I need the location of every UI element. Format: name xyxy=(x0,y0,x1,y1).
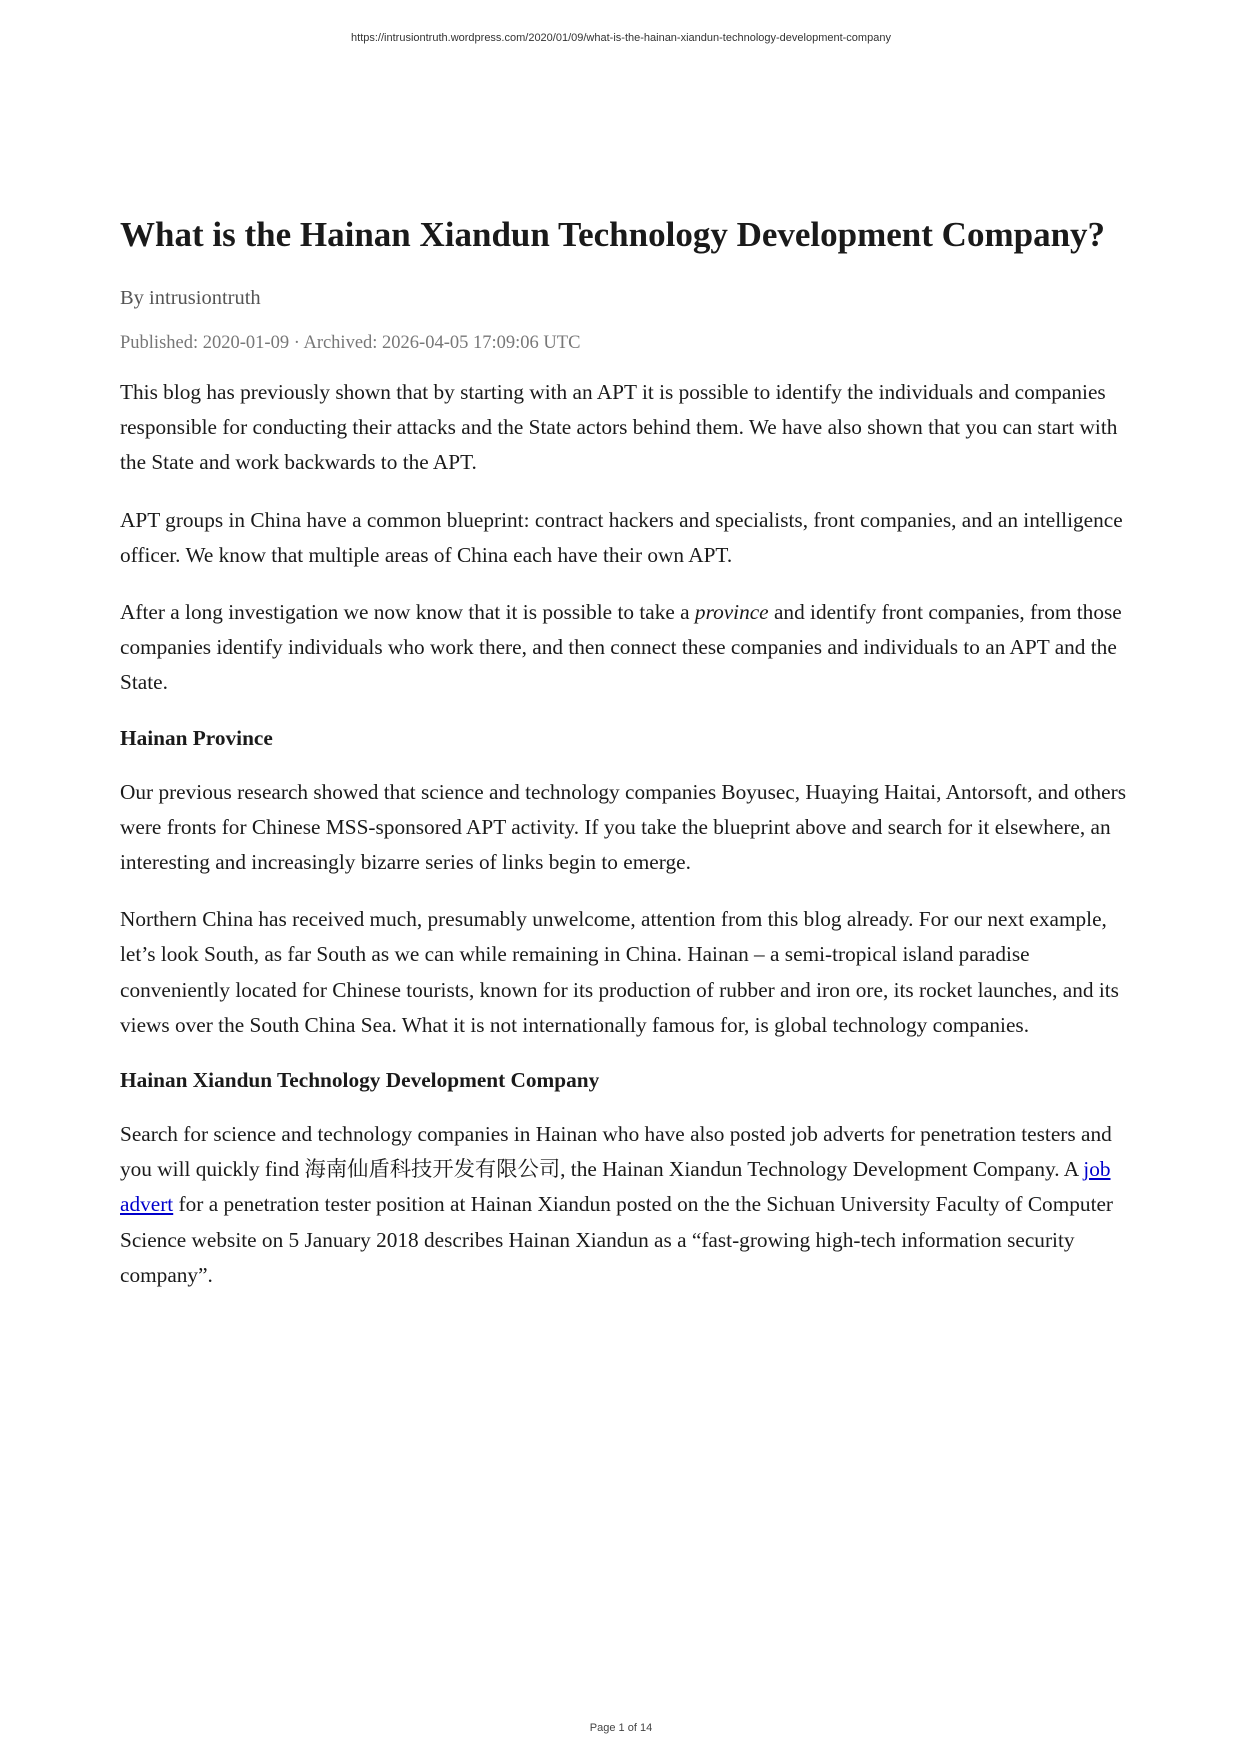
text: Search for science and technology companies in Hainan who have also posted job adverts for penetration testers and you will quickly find 海南仙盾科技开发有限公司, the Hainan Xiandun Technology Development Company. A xyxy=(120,1122,1112,1182)
paragraph-3 xyxy=(120,595,1135,701)
article xyxy=(120,212,1135,1315)
paragraph-1: This blog has previously shown that by starting with an APT it is possible to identify the individuals and companies responsible for conducting their attacks and the State actors behind them. We have also shown that you can start with the State and work backwards to the APT. xyxy=(120,380,1118,475)
paragraph-4: Our previous research showed that science and technology companies Boyusec, Huaying Haitai, Antorsoft, and others were fronts for Chinese MSS-sponsored APT activity. If you take the blueprint above and search for it elsewhere, an interesting and increasingly bizarre series of links begin to emerge. xyxy=(120,779,1126,875)
paragraph-2: APT groups in China have a common blueprint: contract hackers and specialists, front companies, and an intelligence officer. We know that multiple areas of China each have their own APT. xyxy=(120,507,1123,567)
publish-meta: Published: 2020-01-09 · Archived: 2026-04-05 17:09:06 UTC xyxy=(120,333,581,353)
heading-hainan-xiandun: Hainan Xiandun Technology Development Company xyxy=(120,1068,600,1093)
page-number: Page 1 of 14 xyxy=(589,1722,653,1734)
article-title: What is the Hainan Xiandun Technology Development Company? xyxy=(120,215,1106,254)
paragraph-6 xyxy=(120,1117,1135,1293)
text: After a long investigation we now know that it is possible to take a xyxy=(120,600,695,625)
page-url: https://intrusiontruth.wordpress.com/2020/01/09/what-is-the-hainan-xiandun-technology-development-company xyxy=(351,32,891,44)
text: and identify front companies, from those companies identify individuals who work there, and then connect these companies and individuals to an APT and the State. xyxy=(120,600,1122,695)
byline: By intrusiontruth xyxy=(120,287,261,309)
text: for a penetration tester position at Hainan Xiandun posted on the the Sichuan University Faculty of Computer Science website on 5 January 2018 describes Hainan Xiandun as a “fast-growing high-tech information security company”. xyxy=(120,1192,1114,1287)
heading-hainan-province: Hainan Province xyxy=(120,725,273,750)
job-advert-link[interactable]: job advert xyxy=(120,1157,1111,1217)
emphasis-province: province xyxy=(694,600,769,625)
paragraph-5: Northern China has received much, presumably unwelcome, attention from this blog already. For our next example, let’s look South, as far South as we can while remaining in China. Hainan – a semi-tropical island paradise conveniently located for Chinese tourists, known for its production of rubber and iron ore, its rocket launches, and its views over the South China Sea. What it is not internationally famous for, is global technology companies. xyxy=(120,907,1119,1037)
